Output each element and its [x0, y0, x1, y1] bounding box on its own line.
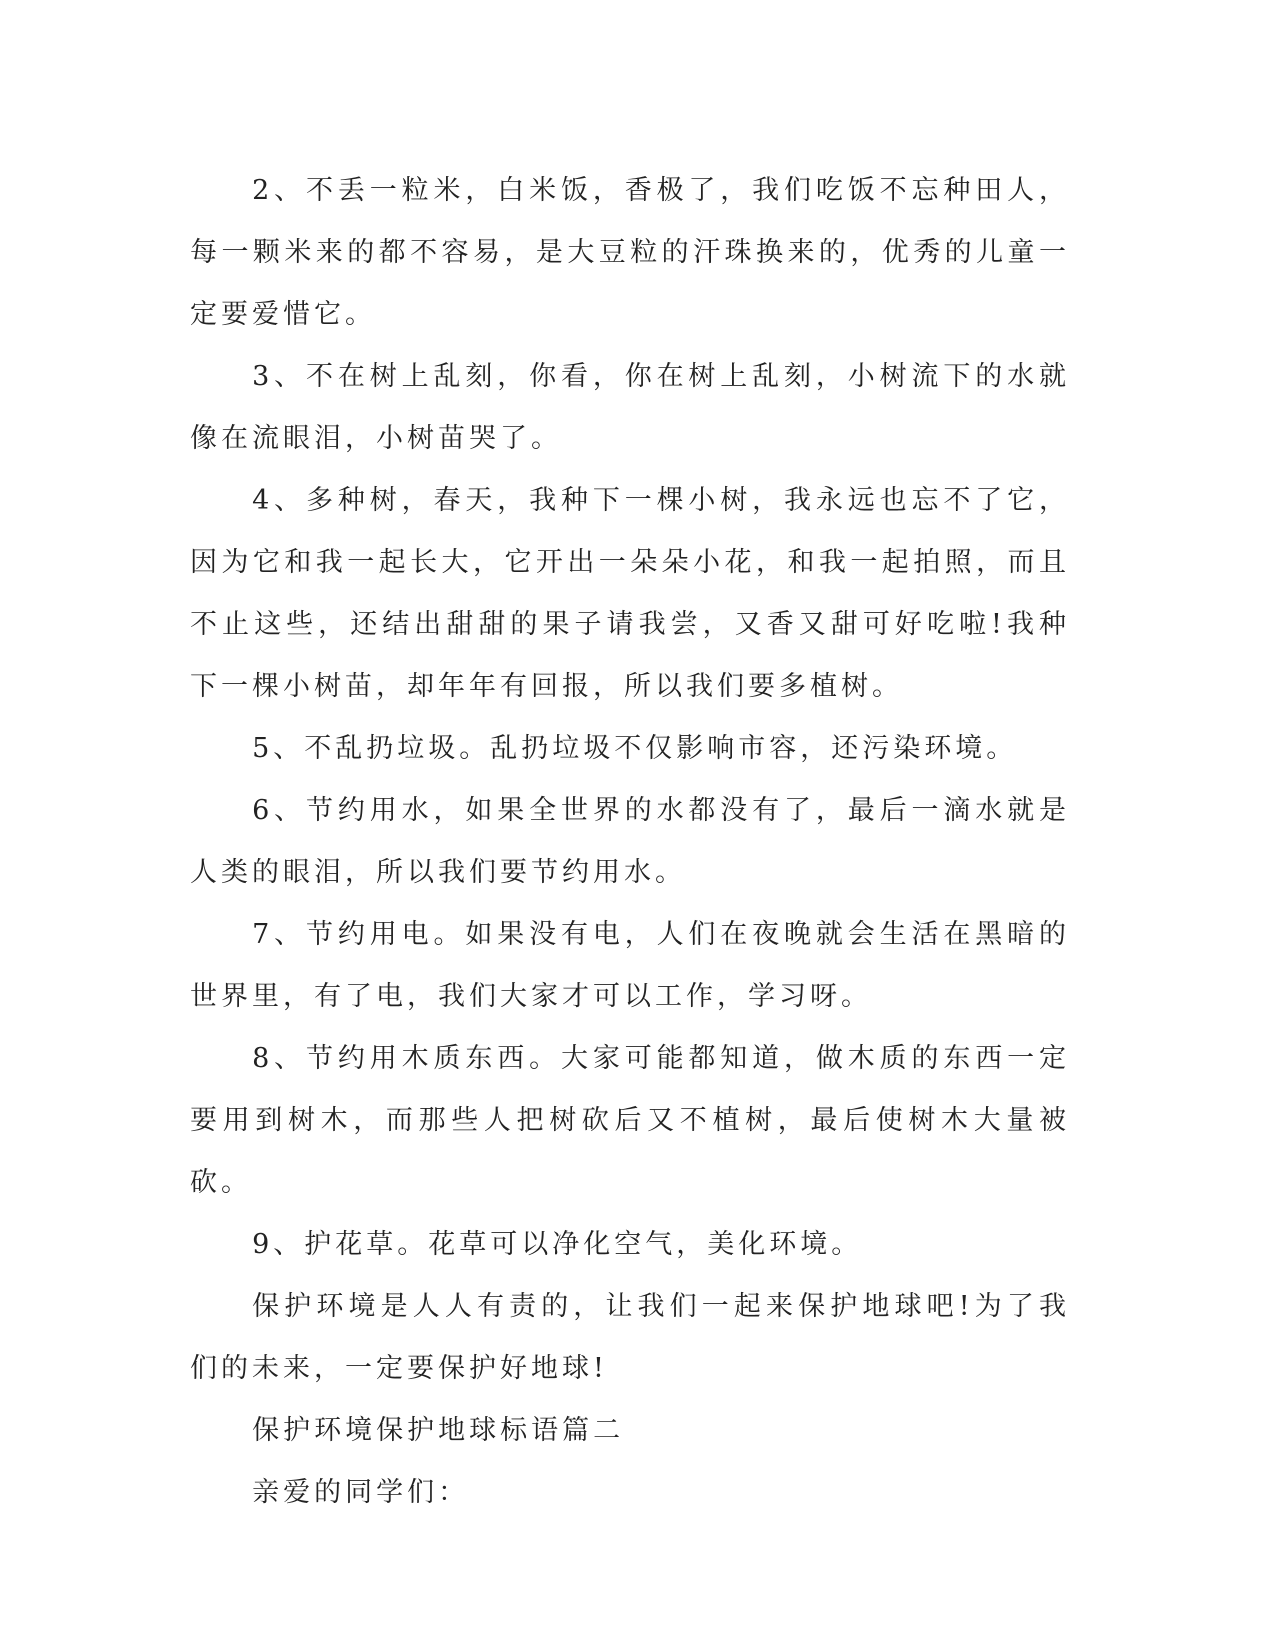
paragraph-item-5: 5、不乱扔垃圾。乱扔垃圾不仅影响市容，还污染环境。	[252, 733, 1018, 764]
paragraph-item-3: 3、不在树上乱刻，你看，你在树上乱刻，小树流下的水就像在流眼泪，小树苗哭了。	[190, 361, 1070, 454]
paragraph-item-2: 2、不丢一粒米，白米饭，香极了，我们吃饭不忘种田人，每一颗米来的都不容易，是大豆粒的汗珠换来的，优秀的儿童一定要爱惜它。	[190, 175, 1070, 330]
paragraph-item-6: 6、节约用水，如果全世界的水都没有了，最后一滴水就是人类的眼泪，所以我们要节约用水。	[190, 795, 1070, 888]
paragraph-item-4: 4、多种树，春天，我种下一棵小树，我永远也忘不了它，因为它和我一起长大，它开出一朵朵小花，和我一起拍照，而且不止这些，还结出甜甜的果子请我尝，又香又甜可好吃啦!我种下一棵小树苗，却年年有回报，所以我们要多植树。	[190, 485, 1070, 702]
salutation: 亲爱的同学们：	[252, 1477, 470, 1508]
paragraph-item-9: 9、护花草。花草可以净化空气，美化环境。	[252, 1229, 863, 1260]
section-heading: 保护环境保护地球标语篇二	[252, 1415, 625, 1446]
closing-paragraph: 保护环境是人人有责的，让我们一起来保护地球吧!为了我们的未来，一定要保护好地球!	[190, 1291, 1070, 1384]
document-body	[190, 160, 1070, 1524]
paragraph-item-8: 8、节约用木质东西。大家可能都知道，做木质的东西一定要用到树木，而那些人把树砍后又不植树，最后使树木大量被砍。	[190, 1043, 1070, 1198]
paragraph-item-7: 7、节约用电。如果没有电，人们在夜晚就会生活在黑暗的世界里，有了电，我们大家才可以工作，学习呀。	[190, 919, 1070, 1012]
